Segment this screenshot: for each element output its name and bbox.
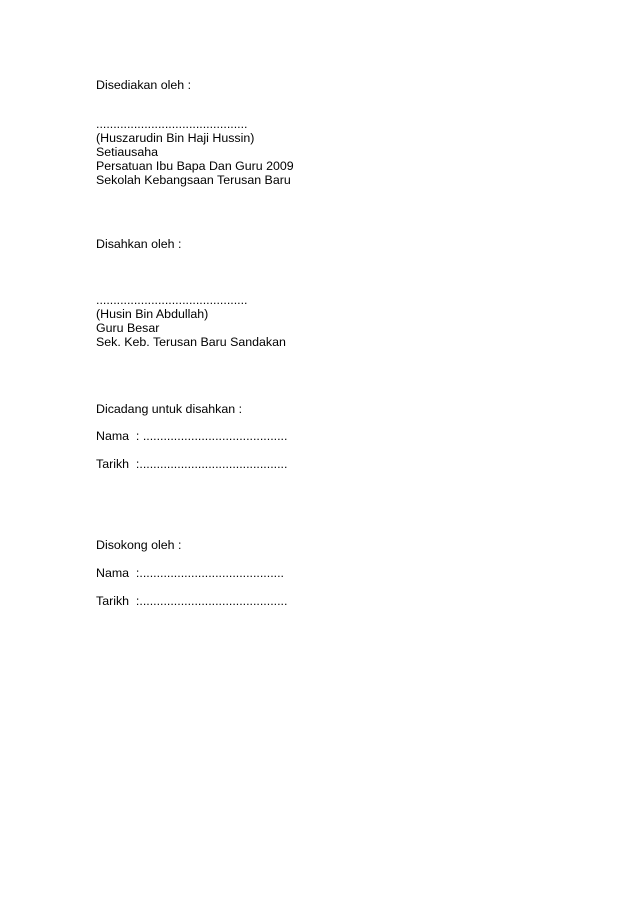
- approved-school: Sek. Keb. Terusan Baru Sandakan: [96, 335, 286, 349]
- proposed-name-line: Nama : ..........................................: [96, 429, 288, 443]
- approved-position: Guru Besar: [96, 321, 160, 335]
- seconded-name-line: Nama :..........................................: [96, 566, 284, 580]
- prepared-school: Sekolah Kebangsaan Terusan Baru: [96, 173, 291, 187]
- approved-heading: Disahkan oleh :: [96, 237, 182, 251]
- seconded-heading: Disokong oleh :: [96, 538, 182, 552]
- prepared-organization: Persatuan Ibu Bapa Dan Guru 2009: [96, 159, 294, 173]
- proposed-date-line: Tarikh :...........................................: [96, 457, 288, 471]
- prepared-heading: Disediakan oleh :: [96, 78, 192, 92]
- prepared-position: Setiausaha: [96, 145, 159, 159]
- proposed-heading: Dicadang untuk disahkan :: [96, 402, 243, 416]
- prepared-signature-line: ............................................: [96, 117, 248, 131]
- seconded-date-line: Tarikh :...........................................: [96, 594, 288, 608]
- approved-name: (Husin Bin Abdullah): [96, 307, 209, 321]
- prepared-name: (Huszarudin Bin Haji Hussin): [96, 131, 255, 145]
- approved-signature-line: ............................................: [96, 293, 248, 307]
